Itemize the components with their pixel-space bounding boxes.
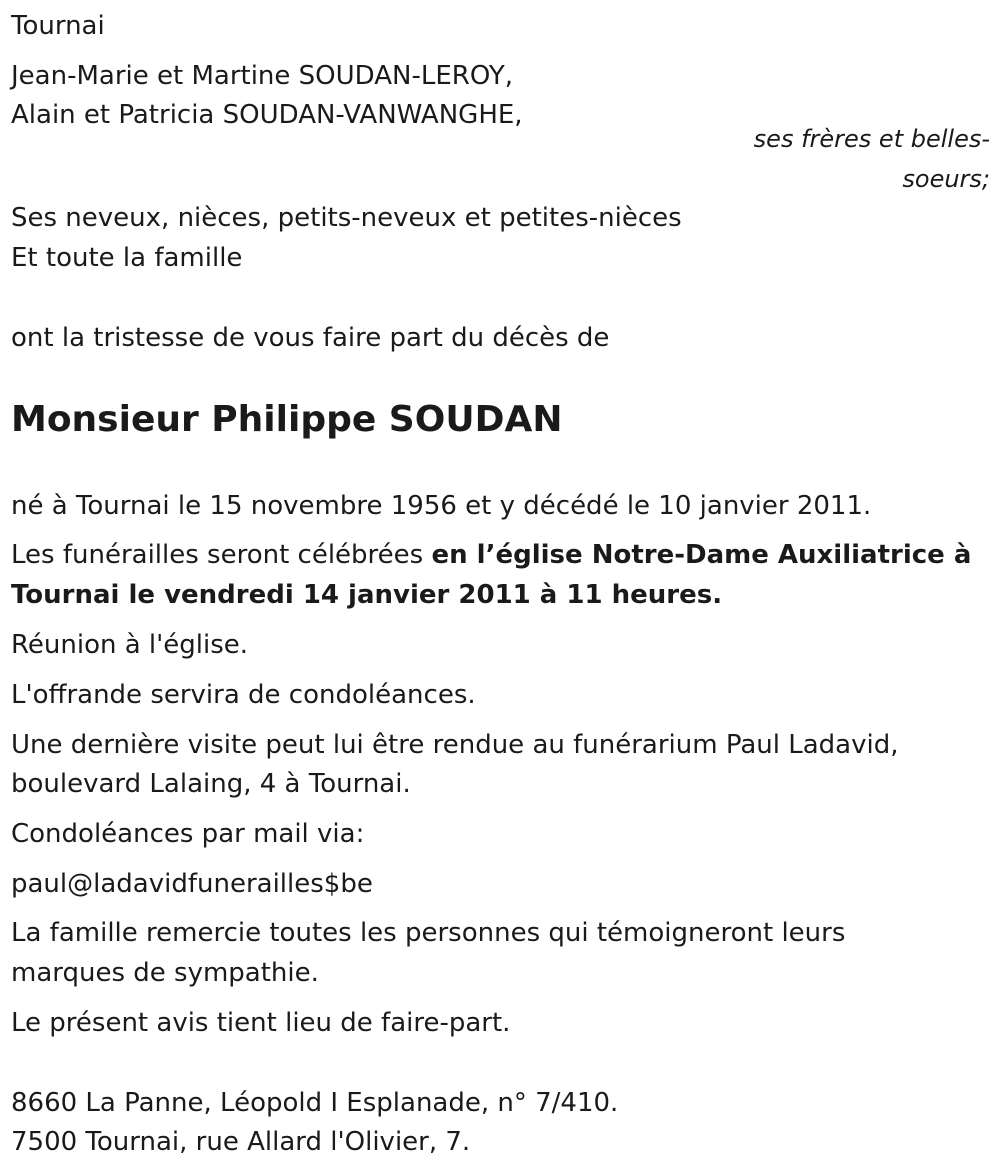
family-line-4: Et toute la famille xyxy=(11,243,243,273)
visit-line-2: boulevard Lalaing, 4 à Tournai. xyxy=(11,769,411,799)
family-line-3: Ses neveux, nièces, petits-neveux et petites-nièces xyxy=(11,203,682,233)
thanks-line-2: marques de sympathie. xyxy=(11,958,319,988)
address-2: 7500 Tournai, rue Allard l'Olivier, 7. xyxy=(11,1127,471,1157)
condolences-label: Condoléances par mail via: xyxy=(11,819,365,849)
city-header: Tournai xyxy=(11,11,105,41)
thanks-line-1: La famille remercie toutes les personnes qui témoigneront leurs xyxy=(11,918,846,948)
funeral-location: en l’église Notre-Dame Auxiliatrice à xyxy=(431,540,972,570)
address-1: 8660 La Panne, Léopold I Esplanade, n° 7/410. xyxy=(11,1088,619,1118)
condolences-email: paul@ladavidfunerailles$be xyxy=(11,869,373,899)
notice: Le présent avis tient lieu de faire-part. xyxy=(11,1008,511,1038)
relation-line-2: soeurs; xyxy=(902,165,990,193)
family-line-2: Alain et Patricia SOUDAN-VANWANGHE, xyxy=(11,100,523,130)
reunion: Réunion à l'église. xyxy=(11,630,249,660)
funeral-line-1 xyxy=(11,535,971,575)
deceased-name: Monsieur Philippe SOUDAN xyxy=(11,399,563,440)
funeral-intro: Les funérailles seront célébrées xyxy=(11,540,432,570)
offering: L'offrande servira de condoléances. xyxy=(11,680,476,710)
visit-line-1: Une dernière visite peut lui être rendue au funérarium Paul Ladavid, xyxy=(11,730,899,760)
funeral-line-2: Tournai le vendredi 14 janvier 2011 à 11 heures. xyxy=(11,580,723,610)
family-line-1: Jean-Marie et Martine SOUDAN-LEROY, xyxy=(11,61,514,91)
relation-line-1: ses frères et belles- xyxy=(753,125,990,153)
announcement: ont la tristesse de vous faire part du décès de xyxy=(11,323,610,353)
birth-death: né à Tournai le 15 novembre 1956 et y décédé le 10 janvier 2011. xyxy=(11,491,872,521)
